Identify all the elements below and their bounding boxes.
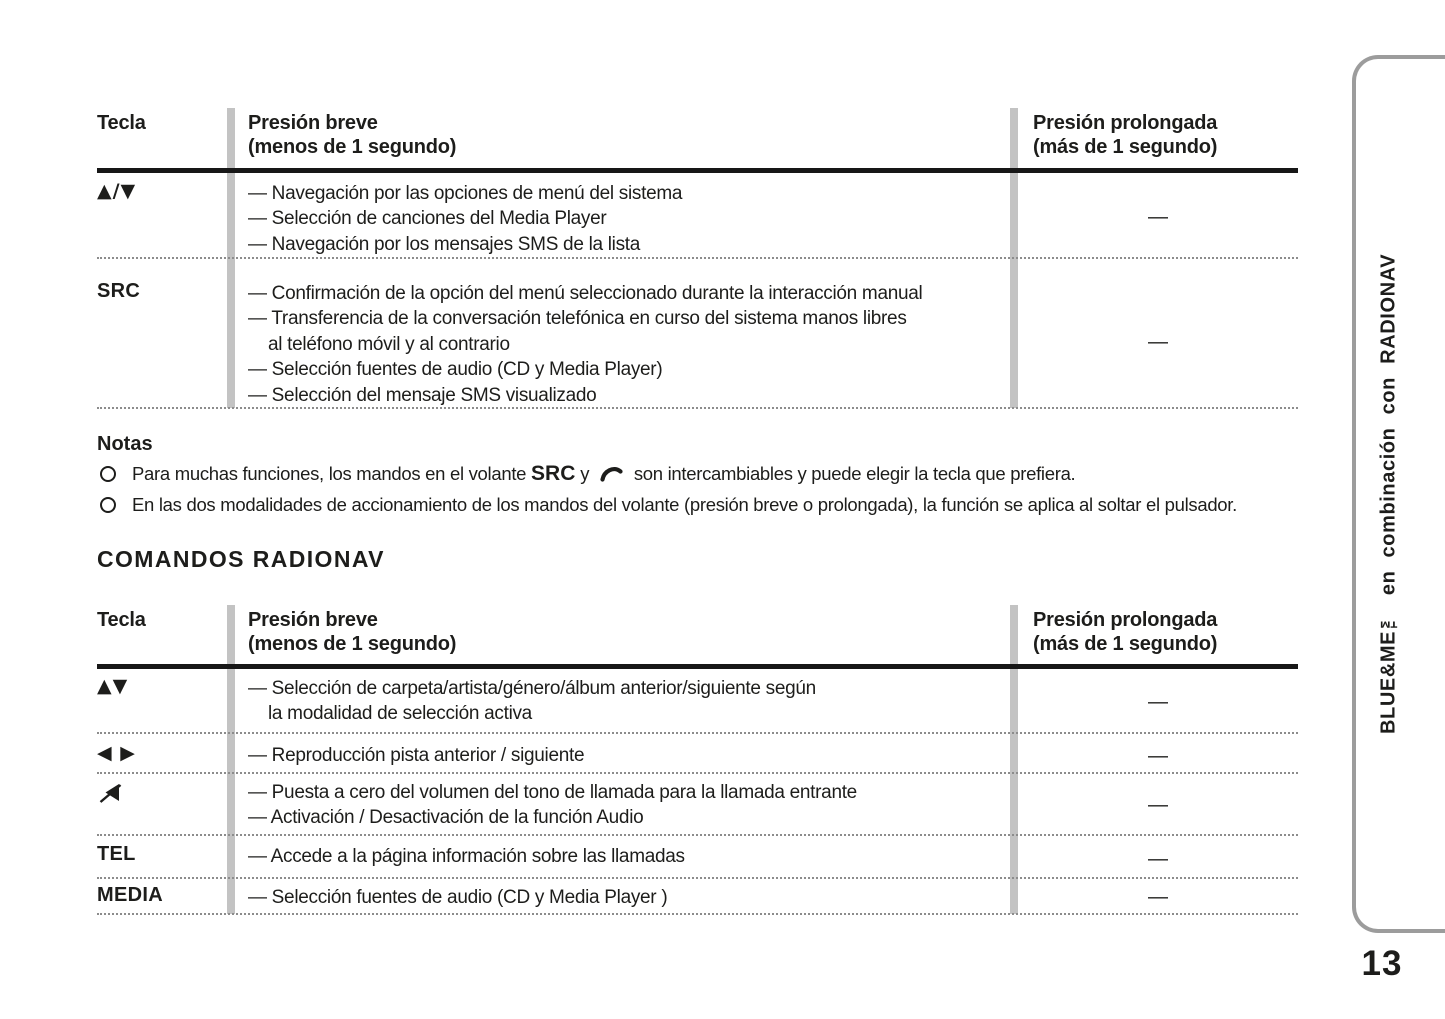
table-row xyxy=(97,740,1298,772)
up-down-arrows-icon: ▲/▼ xyxy=(97,180,137,202)
short-press-actions: — Accede a la página información sobre las llamadas xyxy=(248,846,685,867)
mute-key-cell xyxy=(97,779,225,812)
notes-section xyxy=(97,432,1377,518)
long-press-cell: — xyxy=(1148,886,1168,908)
short-press-actions: — Selección fuentes de audio (CD y Media Player ) xyxy=(248,887,668,908)
header-rule xyxy=(97,168,1298,173)
short-press-actions: — Reproducción pista anterior / siguiente xyxy=(248,745,585,766)
speaker-mute-icon xyxy=(97,779,124,806)
short-press-actions: — Puesta a cero del volumen del tono de llamada para la llamada entrante — Activación / Desactivación de la función Audio xyxy=(248,782,857,829)
left-right-arrows-icon: ◀ ▶ xyxy=(97,742,136,764)
media-key-label: MEDIA xyxy=(97,884,163,906)
circle-bullet-icon xyxy=(100,466,116,482)
note-text: Para muchas funciones, los mandos en el volante SRC y son intercambiables y puede elegir la tecla que prefiera. xyxy=(132,462,1076,485)
key-column-header: Tecla xyxy=(97,112,146,134)
long-press-cell: — xyxy=(1148,331,1168,353)
page-number: 13 xyxy=(1361,944,1403,983)
tel-key-label: TEL xyxy=(97,843,136,865)
up-down-arrows-icon: ▲▼ xyxy=(97,675,129,697)
src-key-label: SRC xyxy=(97,280,141,302)
long-press-cell: — xyxy=(1148,794,1168,816)
row-separator xyxy=(97,257,1298,259)
table-row xyxy=(97,278,1298,407)
table-row xyxy=(97,841,1298,877)
long-press-cell: — xyxy=(1148,206,1168,228)
section-heading: COMANDOS RADIONAV xyxy=(97,546,385,572)
sidebar-chapter-label: BLUE&ME™ en combinación con RADIONAV xyxy=(1377,253,1400,735)
phone-handset-icon xyxy=(599,463,624,483)
short-press-actions: — Selección de carpeta/artista/género/álbum anterior/siguiente según la modalidad de selección activa xyxy=(248,678,816,725)
row-separator xyxy=(97,877,1298,879)
row-separator xyxy=(97,407,1298,409)
long-press-cell: — xyxy=(1148,744,1168,767)
radionav-commands-table xyxy=(97,605,1298,914)
header-rule xyxy=(97,664,1298,669)
long-press-cell: — xyxy=(1148,691,1168,713)
row-separator xyxy=(97,772,1298,774)
row-separator xyxy=(97,834,1298,836)
note-item xyxy=(97,460,1377,487)
short-press-actions: — Confirmación de la opción del menú seleccionado durante la interacción manual — Transferencia de la conversación telefónica en curso del sistema manos libres al teléfono móvil y al contrario — Selección fuentes de audio (CD y Media Player) — Selección del mensaje SMS visualizado xyxy=(248,283,923,406)
key-column-header: Tecla xyxy=(97,609,146,631)
table-row xyxy=(97,673,1298,732)
table-row xyxy=(97,178,1298,257)
long-press-cell: — xyxy=(1148,847,1168,870)
long-press-header: Presión prolongada (más de 1 segundo) xyxy=(1033,112,1218,158)
long-press-header: Presión prolongada (más de 1 segundo) xyxy=(1033,609,1218,655)
steering-wheel-controls-table xyxy=(97,108,1298,408)
note-item xyxy=(97,491,1377,518)
row-separator xyxy=(97,913,1298,915)
row-separator xyxy=(97,732,1298,734)
short-press-actions: — Navegación por las opciones de menú del sistema — Selección de canciones del Media Player — Navegación por los mensajes SMS de la lista xyxy=(248,183,683,255)
src-key-reference: SRC xyxy=(531,462,576,485)
notes-heading: Notas xyxy=(97,433,153,455)
short-press-header: Presión breve (menos de 1 segundo) xyxy=(248,609,457,655)
short-press-header: Presión breve (menos de 1 segundo) xyxy=(248,112,457,158)
circle-bullet-icon xyxy=(100,497,116,513)
table-row xyxy=(97,777,1298,834)
table-row xyxy=(97,882,1298,913)
note-text: En las dos modalidades de accionamiento de los mandos del volante (presión breve o prolongada), la función se aplica al soltar el pulsador. xyxy=(132,494,1237,515)
